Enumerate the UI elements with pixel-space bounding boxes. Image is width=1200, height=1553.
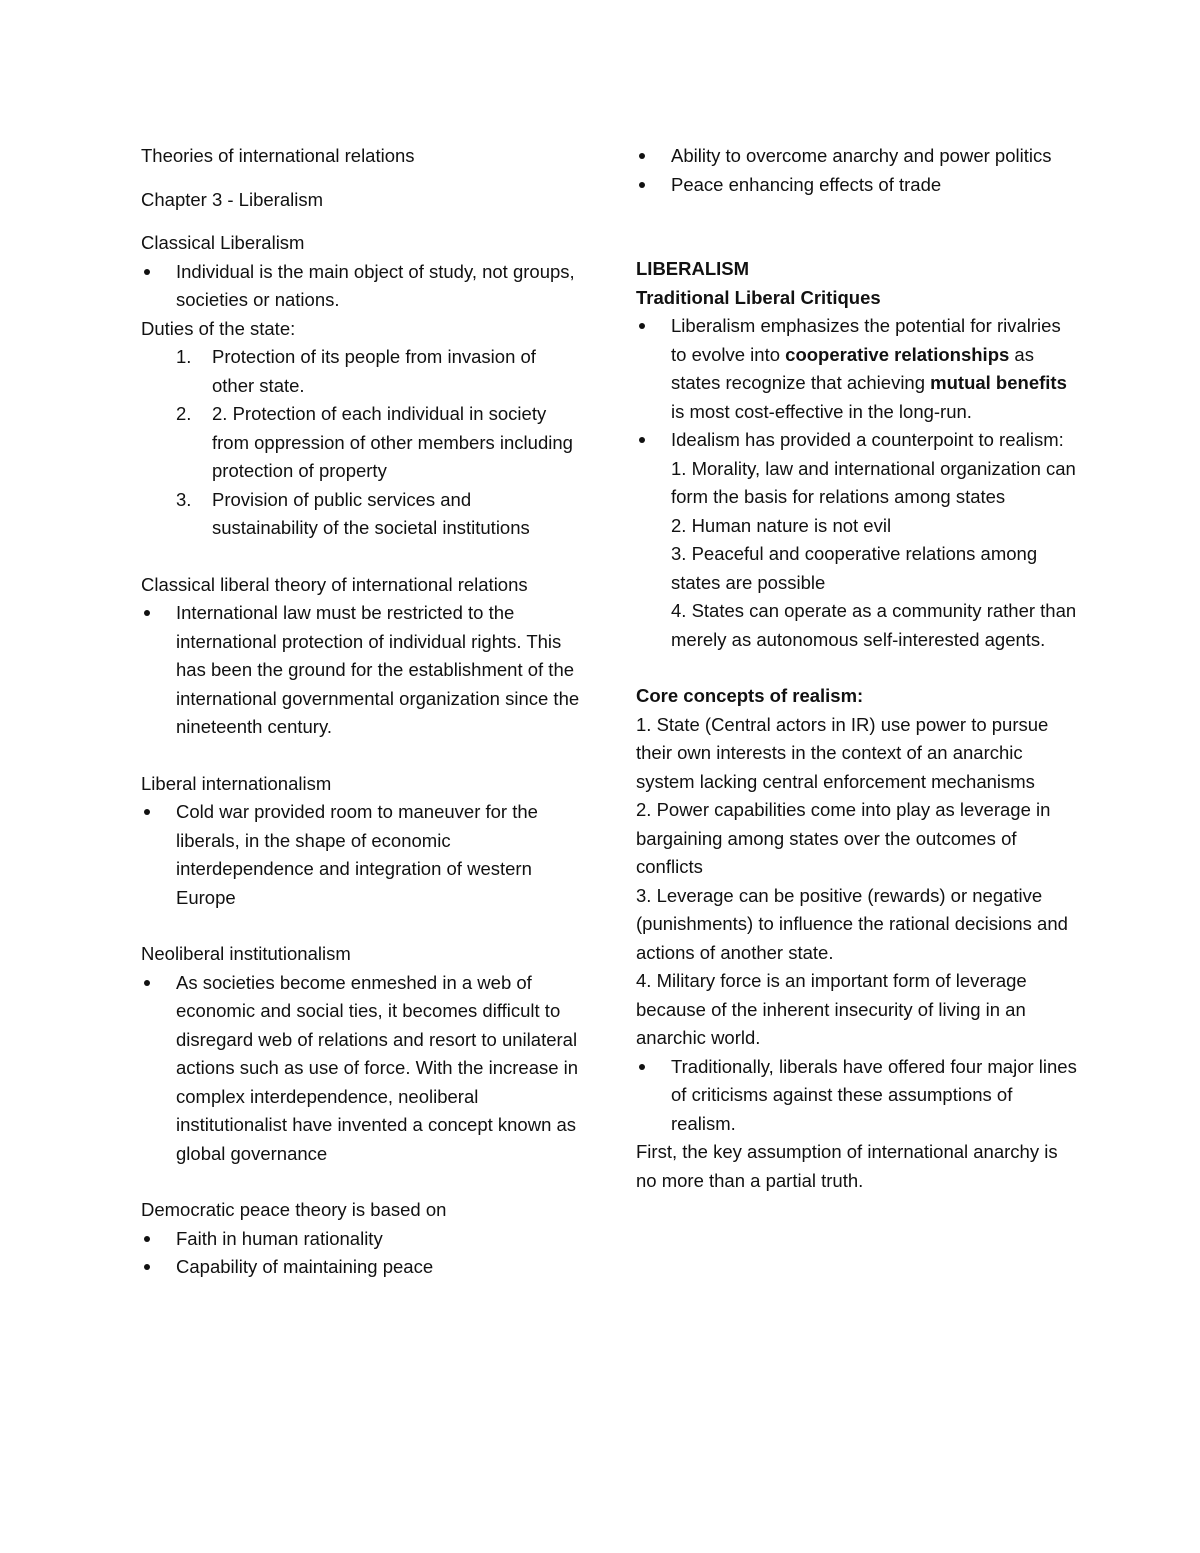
sub-item: 1. Morality, law and international organization can form the basis for relations among states	[671, 457, 1076, 507]
left-column	[141, 142, 581, 1282]
list-item	[141, 486, 581, 543]
classical-theory-list	[141, 599, 581, 742]
item-text: Provision of public services and sustainability of the societal institutions	[212, 488, 530, 538]
democratic-peace-heading: Democratic peace theory is based on	[141, 1199, 447, 1220]
chapter-title: Chapter 3 - Liberalism	[141, 188, 323, 210]
item-number: 2.	[176, 403, 192, 424]
liberalism-heading: LIBERALISM	[636, 258, 750, 279]
core-concept-item: 3. Leverage can be positive (rewards) or negative (punishments) to influence the rational decisions and actions of another state.	[636, 884, 1068, 963]
list-item: Individual is the main object of study, not groups, societies or nations.	[141, 258, 581, 315]
list-item	[636, 426, 1081, 654]
critiques-list	[636, 312, 1081, 654]
list-item: Ability to overcome anarchy and power politics	[636, 142, 1081, 171]
core-concept-item: 4. Military force is an important form of leverage because of the inherent insecurity of living in an anarchic world.	[636, 970, 1027, 1048]
item-number: 3.	[176, 488, 192, 510]
criticisms-list	[636, 1053, 1081, 1139]
duties-list	[141, 343, 581, 543]
list-item: Capability of maintaining peace	[141, 1253, 581, 1282]
item-text: Liberalism emphasizes the potential for rivalries to evolve into	[671, 315, 1061, 365]
liberal-internationalism-list	[141, 798, 581, 912]
list-item: Peace enhancing effects of trade	[636, 171, 1081, 200]
duties-label: Duties of the state:	[141, 317, 296, 339]
item-text: 2. Protection of each individual in society from oppression of other members including protection of property	[212, 403, 573, 481]
list-item: International law must be restricted to the international protection of individual rights. This has been the ground for the establishment of the international governmental organization since the nineteenth century.	[141, 599, 581, 742]
emphasis-text: cooperative relationships	[785, 343, 1010, 365]
democratic-peace-list	[141, 1225, 581, 1282]
neoliberal-list	[141, 969, 581, 1169]
item-text: as states recognize that achieving	[671, 343, 1034, 393]
core-concepts-heading: Core concepts of realism:	[636, 685, 864, 706]
sub-item: 3. Peaceful and cooperative relations among states are possible	[671, 543, 1038, 593]
critiques-heading: Traditional Liberal Critiques	[636, 286, 881, 308]
classical-theory-heading: Classical liberal theory of international relations	[141, 573, 528, 595]
item-number: 1.	[176, 346, 192, 367]
sub-item: 2. Human nature is not evil	[671, 514, 892, 536]
sub-item: 4. States can operate as a community rather than merely as autonomous self-interested agents.	[671, 600, 1077, 650]
neoliberal-heading: Neoliberal institutionalism	[141, 943, 351, 964]
list-item: Faith in human rationality	[141, 1225, 581, 1254]
item-text: is most cost-effective in the long-run.	[671, 400, 972, 422]
list-item	[141, 343, 581, 400]
list-item: As societies become enmeshed in a web of economic and social ties, it becomes difficult to disregard web of relations and resort to unilateral actions such as use of force. With the increase in complex interdependence, neoliberal institutionalist have invented a concept known as global governance	[141, 969, 581, 1169]
closing-paragraph: First, the key assumption of international anarchy is no more than a partial truth.	[636, 1141, 1058, 1191]
list-item	[141, 400, 581, 486]
item-text: Idealism has provided a counterpoint to realism:	[671, 429, 1064, 450]
core-concept-item: 1. State (Central actors in IR) use power to pursue their own interests in the context of an anarchic system lacking central enforcement mechanisms	[636, 713, 1049, 792]
liberal-internationalism-heading: Liberal internationalism	[141, 772, 332, 794]
classical-liberalism-list	[141, 258, 581, 315]
list-item: Cold war provided room to maneuver for the liberals, in the shape of economic interdependence and integration of western Europe	[141, 798, 581, 912]
item-text: Protection of its people from invasion of other state.	[212, 346, 536, 396]
right-column	[636, 142, 1081, 1195]
classical-liberalism-heading: Classical Liberalism	[141, 232, 305, 253]
continued-list	[636, 142, 1081, 199]
document-title: Theories of international relations	[141, 145, 415, 166]
list-item: Traditionally, liberals have offered four major lines of criticisms against these assumptions of realism.	[636, 1053, 1081, 1139]
core-concept-item: 2. Power capabilities come into play as leverage in bargaining among states over the outcomes of conflicts	[636, 799, 1051, 877]
emphasis-text: mutual benefits	[930, 372, 1067, 393]
list-item	[636, 312, 1081, 426]
